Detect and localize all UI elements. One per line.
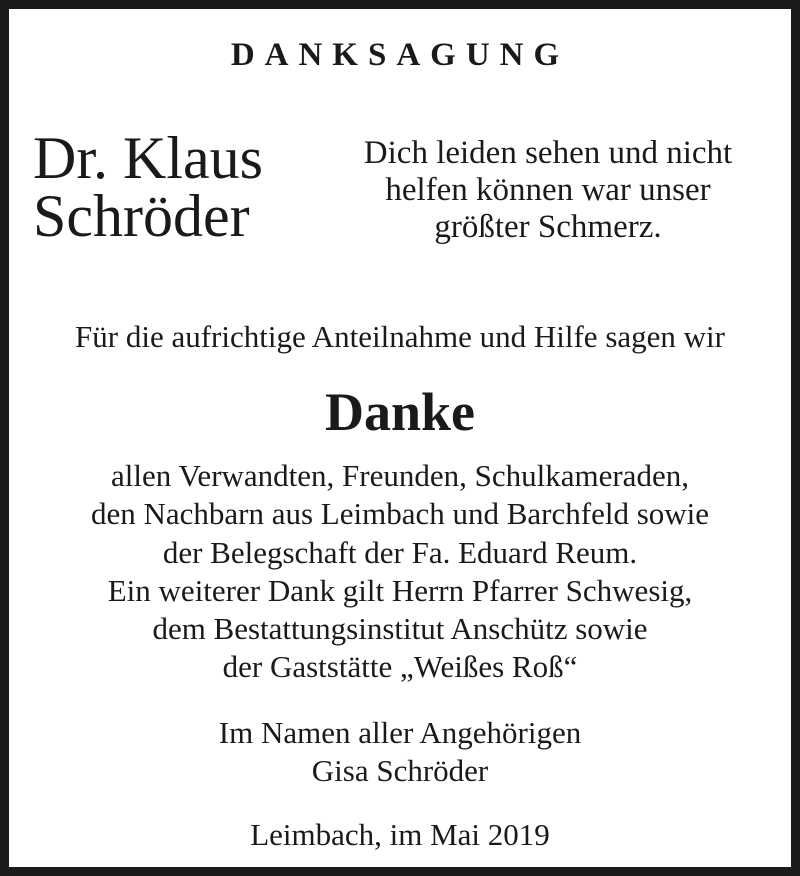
deceased-name-line-2: Schröder (33, 183, 250, 249)
thanks-line: den Nachbarn aus Leimbach und Barchfeld sowie (90, 496, 710, 532)
signature-name: Gisa Schröder (311, 753, 489, 788)
quote-line-2: helfen können war unser (385, 172, 711, 208)
signature-block (9, 714, 791, 790)
thanks-line: der Belegschaft der Fa. Eduard Reum. (162, 534, 638, 570)
thanks-line: Ein weiterer Dank gilt Herrn Pfarrer Schwesig, (107, 572, 693, 608)
deceased-name-line-1: Dr. Klaus (33, 125, 263, 191)
thanks-line: der Gaststätte „Weißes Roß“ (222, 649, 578, 685)
notice-headline: DANKSAGUNG (230, 37, 570, 73)
thanks-word: Danke (324, 382, 476, 442)
place-and-date: Leimbach, im Mai 2019 (250, 817, 550, 852)
intro-sentence: Für die aufrichtige Anteilnahme und Hilfe sagen wir (75, 319, 725, 354)
deceased-name (33, 125, 293, 249)
thanks-line: dem Bestattungsinstitut Anschütz sowie (152, 611, 648, 647)
quote-line-1: Dich leiden sehen und nicht (363, 135, 733, 171)
signature-line-1: Im Namen aller Angehörigen (218, 715, 582, 750)
thanks-line: allen Verwandten, Freunden, Schulkameraden, (111, 458, 689, 493)
quote-line-3: größter Schmerz. (434, 209, 662, 245)
thanks-recipients (9, 457, 791, 687)
memorial-quote (325, 135, 771, 246)
